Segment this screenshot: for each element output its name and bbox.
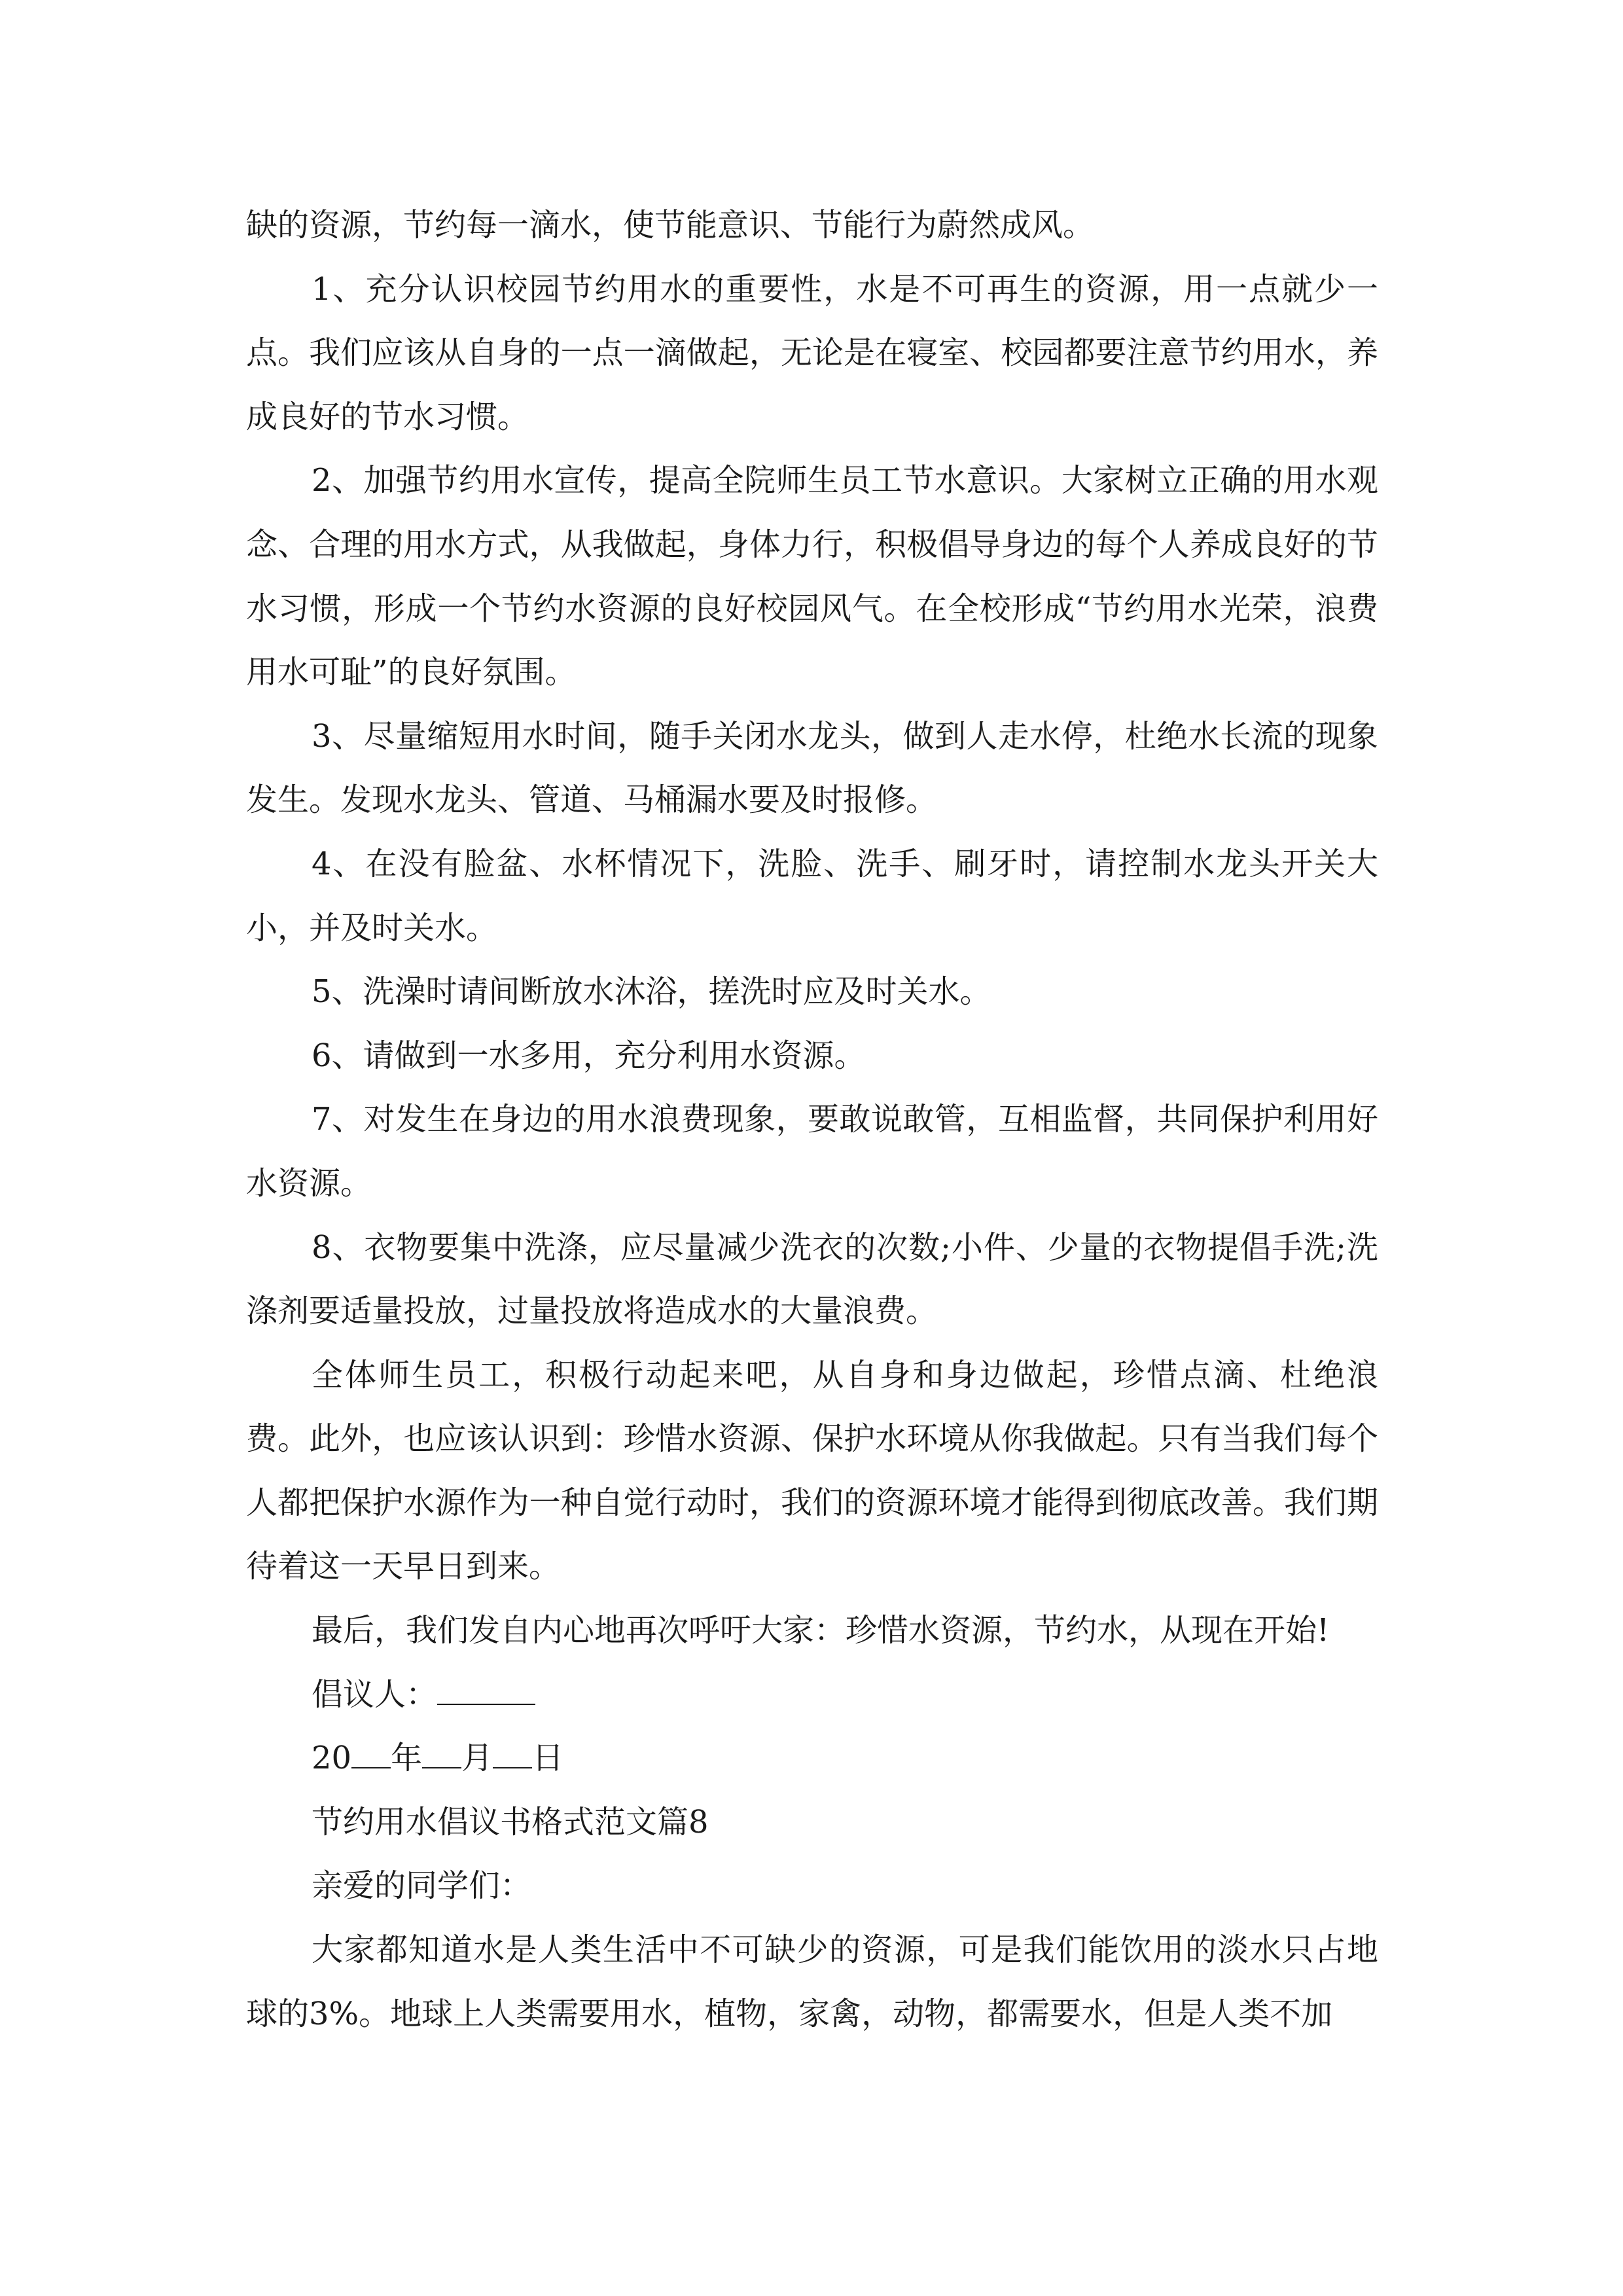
date-year-blank [351, 1738, 391, 1768]
signature-line [246, 1663, 1378, 1727]
salutation: 亲爱的同学们： [312, 1867, 532, 1905]
paragraph-item-6: 6、请做到一水多用，充分利用水资源。 [312, 1037, 866, 1074]
date-month-blank [422, 1738, 461, 1768]
paragraph-item-3: 3、尽量缩短用水时间，随手关闭水龙头，做到人走水停，杜绝水长流的现象发生。发现水龙头、管道、马桶漏水要及时报修。 [246, 717, 1378, 819]
paragraph-closing: 最后，我们发自内心地再次呼吁大家：珍惜水资源，节约水，从现在开始! [312, 1612, 1330, 1649]
date-month-label: 月 [461, 1740, 493, 1777]
section-title: 节约用水倡议书格式范文篇8 [312, 1803, 709, 1840]
paragraph-item-1: 1、充分认识校园节约用水的重要性，水是不可再生的资源，用一点就少一点。我们应该从自身的一点一滴做起，无论是在寝室、校园都要注意节约用水，养成良好的节水习惯。 [246, 270, 1378, 435]
paragraph-call-to-action: 全体师生员工，积极行动起来吧，从自身和身边做起，珍惜点滴、杜绝浪费。此外，也应该认识到：珍惜水资源、保护水环境从你我做起。只有当我们每个人都把保护水源作为一种自觉行动时，我们的资源环境才能得到彻底改善。我们期待着这一天早日到来。 [246, 1356, 1378, 1585]
paragraph-continuation: 缺的资源，节约每一滴水，使节能意识、节能行为蔚然成风。 [246, 207, 1095, 243]
paragraph-item-8: 8、衣物要集中洗涤，应尽量减少洗衣的次数;小件、少量的衣物提倡手洗;洗涤剂要适量投放，过量投放将造成水的大量浪费。 [246, 1229, 1378, 1330]
document-body [246, 194, 1378, 2046]
date-prefix: 20 [312, 1740, 352, 1777]
signature-label: 倡议人： [312, 1676, 438, 1713]
date-line [246, 1727, 1378, 1791]
paragraph-item-7: 7、对发生在身边的用水浪费现象，要敢说敢管，互相监督，共同保护利用好水资源。 [246, 1101, 1378, 1202]
date-year-label: 年 [391, 1740, 423, 1777]
date-day-blank [493, 1738, 532, 1768]
date-day-label: 日 [532, 1740, 564, 1777]
signature-blank [437, 1675, 535, 1705]
paragraph-intro: 大家都知道水是人类生活中不可缺少的资源，可是我们能饮用的淡水只占地球的3%。地球上人类需要用水，植物，家禽，动物，都需要水，但是人类不加 [246, 1931, 1378, 2032]
paragraph-item-2: 2、加强节约用水宣传，提高全院师生员工节水意识。大家树立正确的用水观念、合理的用水方式，从我做起，身体力行，积极倡导身边的每个人养成良好的节水习惯，形成一个节约水资源的良好校园风气。在全校形成“节约用水光荣，浪费用水可耻”的良好氛围。 [246, 462, 1378, 691]
paragraph-item-5: 5、洗澡时请间断放水沐浴，搓洗时应及时关水。 [312, 973, 991, 1011]
paragraph-item-4: 4、在没有脸盆、水杯情况下，洗脸、洗手、刷牙时，请控制水龙头开关大小，并及时关水。 [246, 845, 1378, 946]
